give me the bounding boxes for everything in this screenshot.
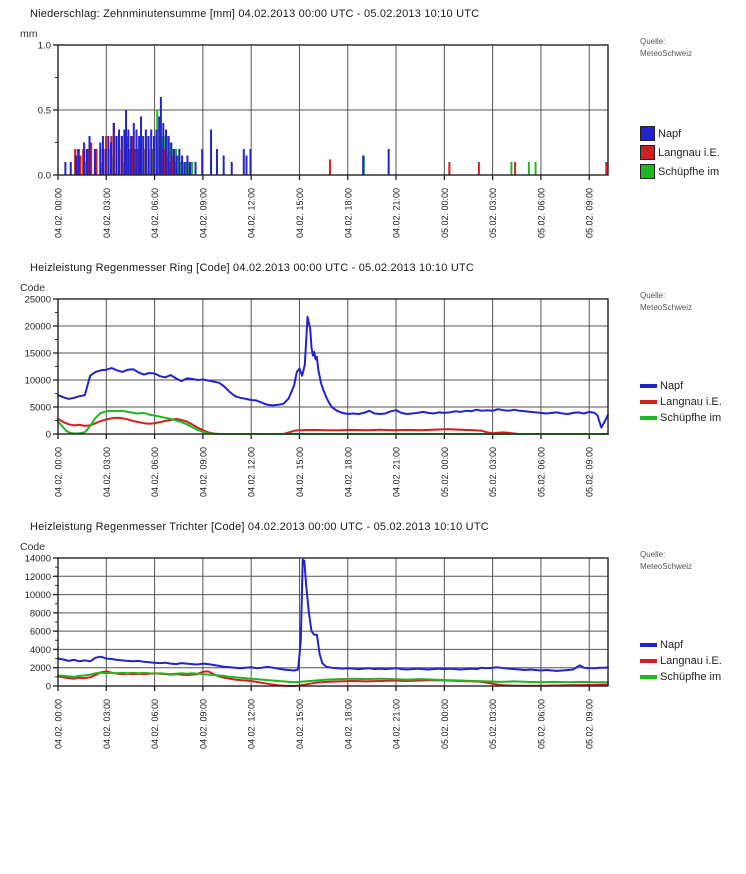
x-tick-label: 04.02. 09:00: [198, 447, 209, 498]
x-tick-label: 04.02. 18:00: [343, 447, 354, 498]
legend-label: Langnau i.E.: [660, 655, 722, 667]
y-tick-label: 1.0: [37, 41, 51, 52]
bar-Napf: [130, 136, 132, 175]
bar-Napf: [245, 156, 247, 176]
legend-label: Napf: [658, 127, 682, 140]
y-tick-label: 0.0: [37, 170, 51, 182]
legend-label: Langnau i.E.: [660, 396, 722, 408]
legend: [640, 380, 742, 424]
bar-Napf: [210, 130, 212, 176]
bar-Napf: [165, 130, 167, 176]
line-Langnau i.E.: [58, 418, 608, 434]
heater-ring-chart-block: [18, 262, 746, 517]
x-tick-label: 05.02. 00:00: [439, 699, 450, 750]
legend-color-swatch: [640, 145, 655, 160]
legend-color-swatch: [640, 164, 655, 179]
legend-item: [640, 639, 742, 651]
y-axis-label: mm: [20, 28, 38, 40]
legend-label: Schüpfhe im: [658, 165, 720, 178]
x-tick-label: 05.02. 00:00: [439, 447, 450, 498]
precipitation-bar-plot: [18, 41, 636, 253]
source-label: Quelle: MeteoSchweiz: [640, 550, 693, 571]
legend-color-swatch: [640, 643, 657, 647]
x-tick-label: 05.02. 09:00: [584, 447, 595, 498]
bar-Napf: [115, 136, 117, 175]
bar-Napf: [110, 143, 112, 176]
bar-Napf: [148, 136, 150, 175]
bar-Napf: [64, 162, 66, 175]
x-tick-label: 04.02. 18:00: [343, 699, 354, 750]
bar-Napf: [388, 149, 390, 175]
bar-Schüpfhe im: [535, 162, 537, 175]
legend-label: Napf: [660, 639, 684, 651]
bar-Napf: [70, 162, 72, 175]
x-tick-label: 05.02. 06:00: [536, 699, 547, 750]
legend-color-swatch: [640, 416, 657, 420]
bar-Napf: [201, 149, 203, 175]
x-tick-label: 04.02. 00:00: [53, 447, 64, 498]
chart-title: Heizleistung Regenmesser Trichter [Code] 04.02.2013 00:00 UTC - 05.02.2013 10:10 UTC: [30, 521, 489, 533]
x-tick-label: 05.02. 03:00: [488, 447, 499, 498]
legend-color-swatch: [640, 126, 655, 141]
bar-Napf: [142, 136, 144, 175]
line-Napf: [58, 317, 608, 428]
legend-color-swatch: [640, 400, 657, 404]
x-tick-label: 04.02. 12:00: [246, 699, 257, 750]
y-tick-label: 12000: [24, 571, 51, 583]
bar-Napf: [231, 162, 233, 175]
bar-Napf: [78, 149, 80, 175]
y-tick-label: 4000: [29, 644, 51, 656]
heater-trichter-line-plot: [18, 554, 636, 764]
y-axis-label: Code: [20, 541, 46, 553]
bar-Langnau i.E.: [478, 162, 480, 175]
legend-color-swatch: [640, 675, 657, 679]
heater-ring-line-plot: [18, 295, 636, 512]
y-tick-label: 25000: [24, 295, 51, 306]
bar-Napf: [94, 149, 96, 175]
bar-Napf: [181, 156, 183, 176]
legend: [640, 126, 742, 179]
bar-Napf: [162, 123, 164, 175]
bar-Napf: [160, 97, 162, 175]
bar-Napf: [150, 130, 152, 176]
x-tick-label: 04.02. 00:00: [53, 699, 64, 750]
bar-Napf: [99, 143, 101, 176]
legend-item: [640, 412, 742, 424]
y-tick-label: 0.5: [37, 105, 51, 117]
legend-item: [640, 380, 742, 392]
bar-Napf: [105, 149, 107, 175]
bar-Napf: [89, 136, 91, 175]
x-tick-label: 04.02. 03:00: [101, 447, 112, 498]
bar-Langnau i.E.: [448, 162, 450, 175]
bar-Napf: [173, 149, 175, 175]
bar-Napf: [186, 156, 188, 176]
bar-Napf: [75, 156, 77, 176]
y-tick-label: 20000: [24, 321, 51, 333]
legend: [640, 639, 742, 683]
x-tick-label: 04.02. 06:00: [150, 447, 161, 498]
legend-color-swatch: [640, 384, 657, 388]
bar-Napf: [138, 136, 140, 175]
bar-Napf: [133, 123, 135, 175]
y-tick-label: 0: [45, 429, 51, 441]
x-tick-label: 04.02. 21:00: [391, 699, 402, 750]
legend-label: Napf: [660, 380, 684, 392]
bar-Napf: [189, 162, 191, 175]
x-tick-label: 04.02. 06:00: [150, 188, 161, 239]
bar-Napf: [176, 156, 178, 176]
y-tick-label: 14000: [24, 554, 51, 565]
legend-item: [640, 671, 742, 683]
bar-Napf: [102, 136, 104, 175]
chart-title: Niederschlag: Zehnminutensumme [mm] 04.02.2013 00:00 UTC - 05.02.2013 10:10 UTC: [30, 8, 480, 20]
precipitation-chart-block: [18, 8, 746, 258]
x-tick-label: 04.02. 03:00: [101, 699, 112, 750]
chart-title: Heizleistung Regenmesser Ring [Code] 04.02.2013 00:00 UTC - 05.02.2013 10:10 UTC: [30, 262, 475, 274]
bar-Schüpfhe im: [191, 162, 193, 175]
bar-Napf: [145, 130, 147, 176]
bar-Langnau i.E.: [605, 162, 607, 175]
x-tick-label: 04.02. 15:00: [294, 699, 305, 750]
x-tick-label: 05.02. 09:00: [584, 699, 595, 750]
bar-Napf: [223, 156, 225, 176]
legend-color-swatch: [640, 659, 657, 663]
bar-Napf: [125, 110, 127, 175]
legend-item: [640, 164, 742, 179]
bar-Napf: [156, 130, 158, 176]
y-tick-label: 0: [45, 681, 51, 693]
x-tick-label: 04.02. 09:00: [198, 699, 209, 750]
y-tick-label: 5000: [29, 402, 51, 414]
source-label: Quelle: MeteoSchweiz: [640, 291, 693, 312]
x-tick-label: 04.02. 00:00: [53, 188, 64, 239]
x-tick-label: 04.02. 12:00: [246, 447, 257, 498]
bar-Napf: [243, 149, 245, 175]
x-tick-label: 04.02. 15:00: [294, 447, 305, 498]
x-tick-label: 05.02. 09:00: [584, 188, 595, 239]
bar-Napf: [127, 130, 129, 176]
bar-Napf: [168, 136, 170, 175]
bar-Napf: [153, 136, 155, 175]
source-label: Quelle: MeteoSchweiz: [640, 37, 693, 58]
x-tick-label: 05.02. 06:00: [536, 447, 547, 498]
bar-Napf: [178, 149, 180, 175]
bar-Napf: [194, 162, 196, 175]
legend-item: [640, 145, 742, 160]
x-tick-label: 04.02. 21:00: [391, 447, 402, 498]
x-tick-label: 04.02. 15:00: [294, 188, 305, 239]
x-tick-label: 05.02. 03:00: [488, 699, 499, 750]
bar-Napf: [121, 136, 123, 175]
bar-Napf: [249, 149, 251, 175]
bar-Napf: [86, 149, 88, 175]
bar-Napf: [113, 123, 115, 175]
y-tick-label: 10000: [24, 375, 51, 387]
bar-Napf: [170, 143, 172, 176]
y-tick-label: 2000: [29, 663, 51, 675]
y-axis-label: Code: [20, 282, 46, 294]
y-tick-label: 8000: [29, 608, 51, 620]
bar-Napf: [184, 162, 186, 175]
bar-Napf: [107, 136, 109, 175]
bar-Napf: [216, 149, 218, 175]
y-tick-label: 10000: [24, 590, 51, 602]
x-tick-label: 04.02. 18:00: [343, 188, 354, 239]
bar-Napf: [362, 156, 364, 176]
x-tick-label: 05.02. 00:00: [439, 188, 450, 239]
legend-item: [640, 126, 742, 141]
x-tick-label: 05.02. 06:00: [536, 188, 547, 239]
legend-item: [640, 655, 742, 667]
bar-Napf: [140, 117, 142, 176]
x-tick-label: 05.02. 03:00: [488, 188, 499, 239]
bar-Schüpfhe im: [510, 162, 512, 175]
bar-Langnau i.E.: [329, 159, 331, 175]
bar-Schüpfhe im: [528, 162, 530, 175]
y-tick-label: 6000: [29, 626, 51, 638]
x-tick-label: 04.02. 09:00: [198, 188, 209, 239]
bar-Napf: [83, 143, 85, 176]
x-tick-label: 04.02. 06:00: [150, 699, 161, 750]
x-tick-label: 04.02. 21:00: [391, 188, 402, 239]
x-tick-label: 04.02. 03:00: [101, 188, 112, 239]
legend-label: Langnau i.E.: [658, 146, 720, 159]
bar-Langnau i.E.: [514, 162, 516, 175]
legend-item: [640, 396, 742, 408]
bar-Napf: [118, 130, 120, 176]
legend-label: Schüpfhe im: [660, 671, 722, 683]
bar-Napf: [135, 130, 137, 176]
legend-label: Schüpfhe im: [660, 412, 722, 424]
x-tick-label: 04.02. 12:00: [246, 187, 257, 239]
y-tick-label: 15000: [24, 348, 51, 360]
heater-trichter-chart-block: [18, 521, 746, 769]
